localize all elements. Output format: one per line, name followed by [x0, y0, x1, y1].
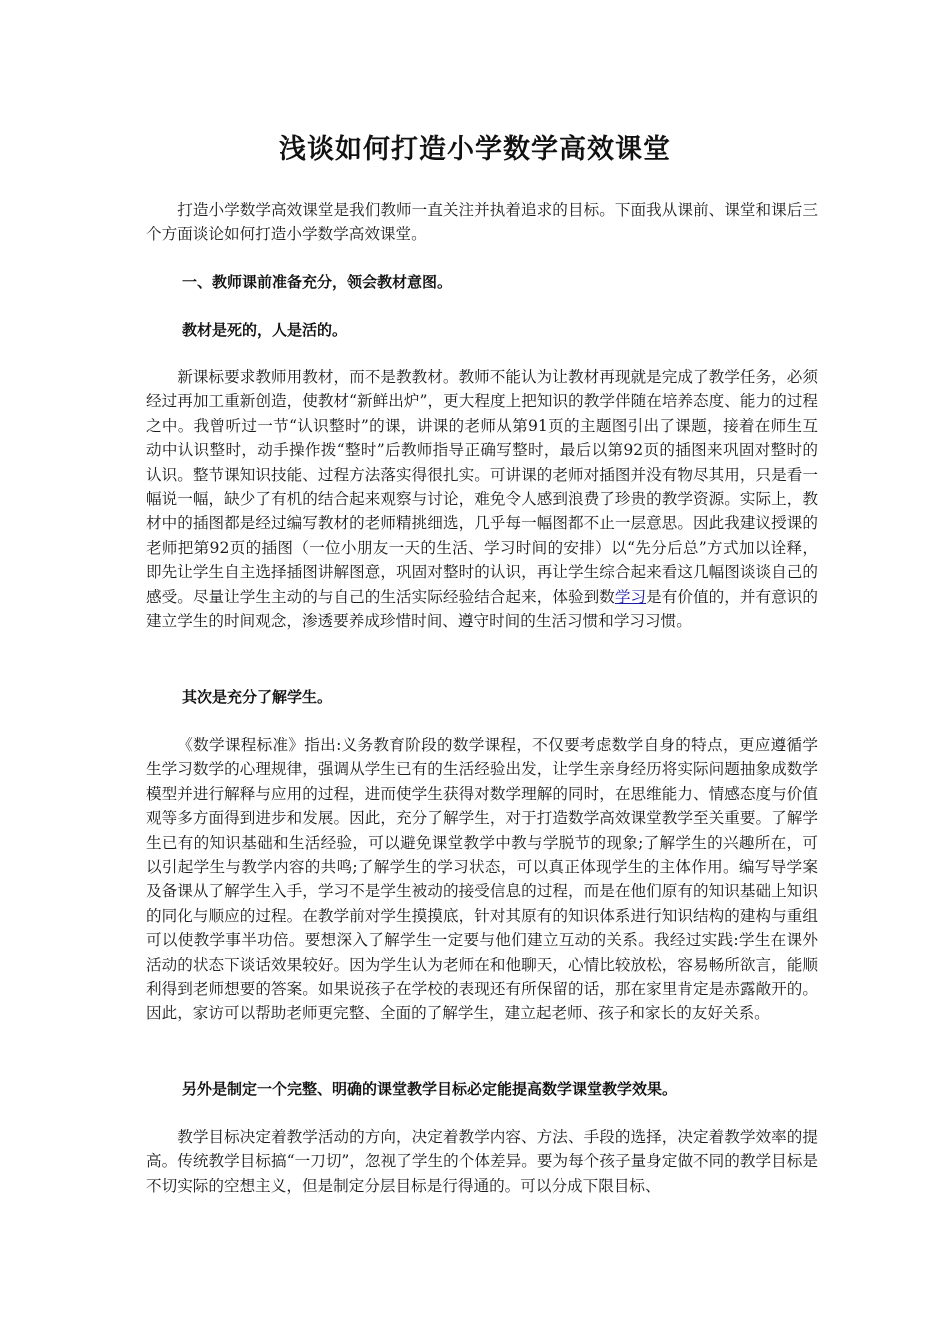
section-heading-1: 一、教师课前准备充分，领会教材意图。 [182, 273, 453, 291]
paragraph-teaching-goals: 教学目标决定着教学活动的方向，决定着教学内容、方法、手段的选择，决定着教学效率的提高。传统教学目标搞“一刀切”，忽视了学生的个体差异。要为每个孩子量身定做不同的教学目标是不切实际的空想主义，但是制定分层目标是行得通的。可以分成下限目标、 [146, 1128, 818, 1195]
subheading-know-students: 其次是充分了解学生。 [182, 688, 333, 706]
paragraph-text: 新课标要求教师用教材，而不是教教材。教师不能认为让教材再现就是完成了教学任务，必须经过再加工重新创造，使教材“新鲜出炉”，更大程度上把知识的教学伴随在培养态度、能力的过程之中。我曾听过一节“认识整时”的课，讲课的老师从第91页的主题图引出了课题，接着在师生互动中认识整时，动手操作拨“整时”后教师指导正确写整时，最后以第92页的插图来巩固对整时的认识。整节课知识技能、过程方法落实得很扎实。可讲课的老师对插图并没有物尽其用，只是看一幅说一幅，缺少了有机的结合起来观察与讨论，难免令人感到浪费了珍贵的教学资源。实际上，教材中的插图都是经过编写教材的老师精挑细选，几乎每一幅图都不止一层意思。因此我建议授课的老师把第92页的插图（一位小朋友一天的生活、学习时间的安排）以“先分后总”方式加以诠释，即先让学生自主选择插图讲解图意，巩固对整时的认识，再让学生综合起来看这几幅图谈谈自己的感受。尽量让学生主动的与自己的生活实际经验结合起来，体验到数 [146, 368, 818, 606]
subheading-teaching-goals: 另外是制定一个完整、明确的课堂教学目标必定能提高数学课堂教学效果。 [182, 1080, 678, 1098]
paragraph-know-students: 《数学课程标准》指出:义务教育阶段的数学课程，不仅要考虑数学自身的特点，更应遵循学生学习数学的心理规律，强调从学生已有的生活经验出发，让学生亲身经历将实际问题抽象成数学模型并进行解释与应用的过程，进而使学生获得对数学理解的同时，在思维能力、情感态度与价值观等多方面得到进步和发展。因此，充分了解学生，对于打造数学高效课堂教学至关重要。了解学生已有的知识基础和生活经验，可以避免课堂教学中教与学脱节的现象;了解学生的兴趣所在，可以引起学生与教学内容的共鸣;了解学生的学习状态，可以真正体现学生的主体作用。编写导学案及备课从了解学生入手，学习不是学生被动的接受信息的过程，而是在他们原有的知识基础上知识的同化与顺应的过程。在教学前对学生摸摸底，针对其原有的知识体系进行知识结构的建构与重组可以使教学事半功倍。要想深入了解学生一定要与他们建立互动的关系。我经过实践:学生在课外活动的状态下谈话效果较好。因为学生认为老师在和他聊天，心情比较放松，容易畅所欲言，能顺利得到老师想要的答案。如果说孩子在学校的表现还有所保留的话，那在家里肯定是赤露敞开的。因此，家访可以帮助老师更完整、全面的了解学生，建立起老师、孩子和家长的友好关系。 [146, 736, 818, 1023]
subheading-textbook: 教材是死的，人是活的。 [182, 321, 348, 339]
document-title: 浅谈如何打造小学数学高效课堂 [279, 134, 671, 165]
study-link[interactable]: 学习 [614, 587, 647, 606]
intro-paragraph: 打造小学数学高效课堂是我们教师一直关注并执着追求的目标。下面我从课前、课堂和课后三个方面谈论如何打造小学数学高效课堂。 [146, 201, 818, 244]
paragraph-text: 是有价值的，并有意识的建立学生的时间观念，渗透要养成珍惜时间、遵守时间的生活习惯和学习习惯。 [146, 587, 818, 631]
paragraph-textbook [146, 365, 818, 633]
